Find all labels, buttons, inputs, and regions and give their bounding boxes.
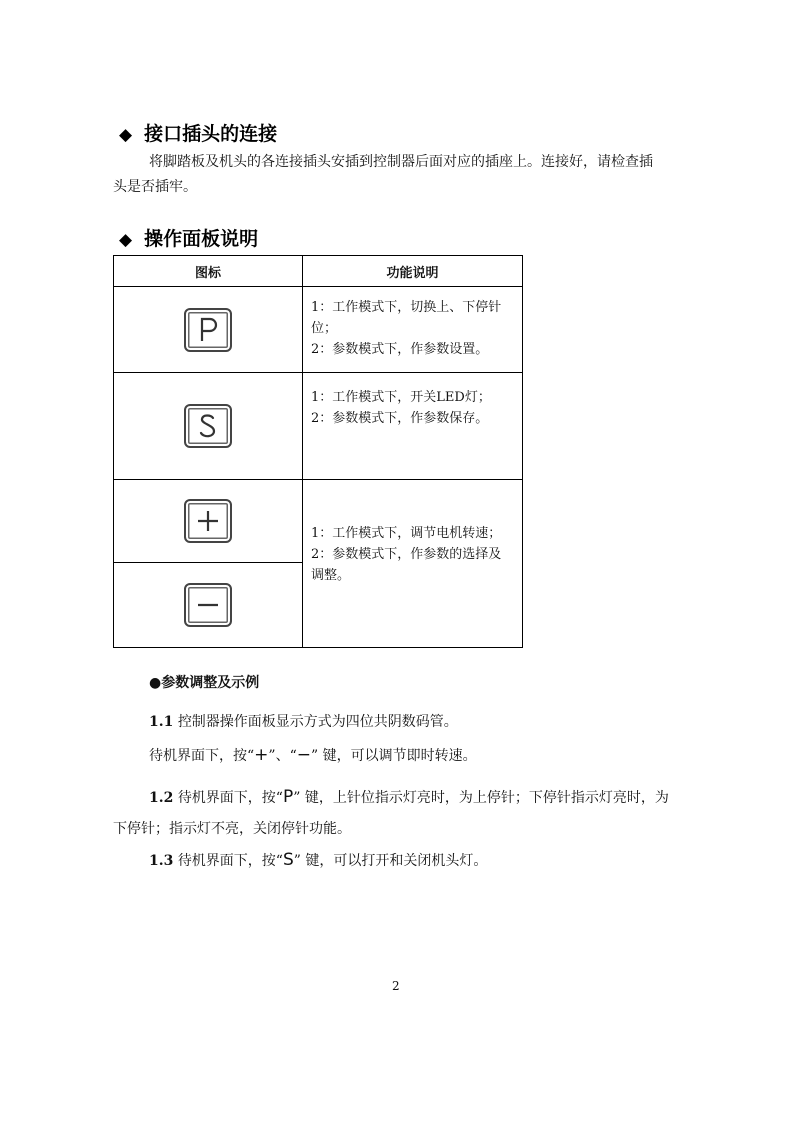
parameter-section-heading: ●参数调整及示例 — [149, 675, 260, 691]
icon-cell-p — [114, 287, 303, 373]
minus-key-icon — [184, 583, 232, 627]
section-heading-panel: ◆ 操作面板说明 — [119, 228, 259, 250]
desc-cell-s: 1：工作模式下，开关LED灯； 2：参数模式下，作参数保存。 — [303, 373, 523, 480]
diamond-bullet-icon: ◆ — [119, 230, 133, 250]
table-header-function: 功能说明 — [303, 256, 523, 287]
desc-cell-plus-minus: 1：工作模式下，调节电机转速； 2：参数模式下，作参数的选择及 调整。 — [303, 480, 523, 648]
s-key-text: S — [282, 850, 294, 870]
icon-cell-s — [114, 373, 303, 480]
page-number: 2 — [392, 979, 400, 993]
plus-key-icon — [184, 499, 232, 543]
item-1-1: 1.1 控制器操作面板显示方式为四位共阴数码管。 — [149, 714, 458, 730]
section-heading-connection: ◆ 接口插头的连接 — [119, 123, 278, 145]
plus-key-text: + — [254, 745, 269, 765]
s-key-icon — [184, 404, 232, 448]
item-speed-adjust: 待机界面下，按“+”、“−” 键，可以调节即时转速。 — [149, 745, 477, 765]
minus-key-text: − — [296, 745, 311, 765]
icon-cell-minus — [114, 563, 303, 648]
item-1-2: 1.2 待机界面下，按“P” 键，上针位指示灯亮时，为上停针；下停针指示灯亮时，为 下停针；指示灯不亮，关闭停针功能。 — [113, 787, 669, 837]
item-1-3: 1.3 待机界面下，按“S” 键，可以打开和关闭机头灯。 — [149, 850, 488, 870]
desc-cell-p: 1：工作模式下，切换上、下停针 位； 2：参数模式下，作参数设置。 — [303, 287, 523, 373]
p-key-icon — [184, 308, 232, 352]
table-header-icon: 图标 — [114, 256, 303, 287]
icon-cell-plus — [114, 480, 303, 563]
p-key-text: P — [282, 787, 294, 807]
panel-table — [113, 255, 523, 648]
connection-paragraph: 将脚踏板及机头的各连接插头安插到控制器后面对应的插座上。连接好，请检查插 头是否插牢。 — [113, 154, 653, 195]
diamond-bullet-icon: ◆ — [119, 125, 133, 145]
